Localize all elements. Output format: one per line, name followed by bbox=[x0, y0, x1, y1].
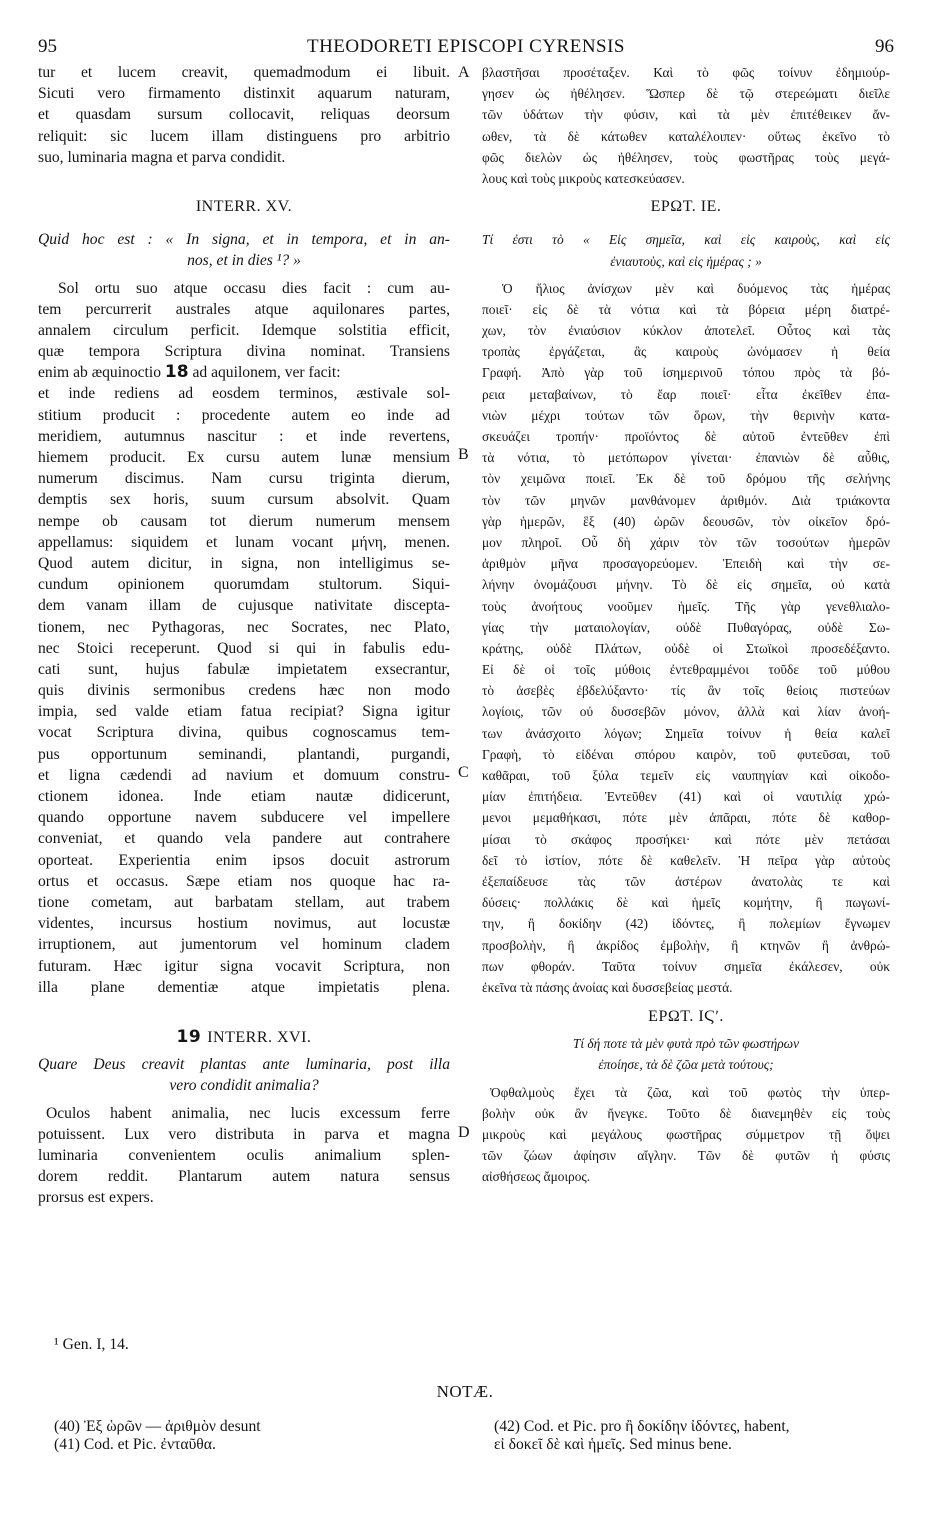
running-title: THEODORETI EPISCOPI CYRENSIS bbox=[306, 36, 626, 57]
latin-answer-line: meridiem, autumnus nascitur : et inde revertens, bbox=[38, 427, 450, 445]
greek-answer-line: ἐξεπαίδευσε τὰς τῶν ἀστέρων ἀνατολὰς τε καὶ bbox=[482, 873, 890, 889]
greek-question-16-line: Τί δή ποτε τὰ μὲν φυτὰ πρὸ τῶν φωστήρων bbox=[572, 1036, 800, 1052]
greek-answer-line: γὰρ ἡμερῶν, ἓξ (40) ὡρῶν δεουσῶν, τὸν οἰκεῖον δρό- bbox=[482, 513, 890, 529]
greek-answer-line: Γραφὴ, τὸ εἰδέναι σπόρου καιρὸν, τοῦ φυτεῦσαι, τοῦ bbox=[482, 746, 890, 762]
margin-marker-b: B bbox=[458, 446, 469, 463]
latin-answer-16-line: potuissent. Lux vero distributa in parva et magna bbox=[38, 1125, 450, 1143]
latin-answer-line: oporteat. Experientia enim ipsos docuit astrorum bbox=[38, 851, 450, 869]
greek-column bbox=[482, 62, 890, 1188]
latin-answer-line: stitium producit : procedente autem eo inde ad bbox=[38, 406, 450, 424]
latin-intro-line: suo, luminaria magna et parva condidit. bbox=[38, 148, 286, 166]
latin-answer-line: et ligna cædendi ad navium et domuum constru- bbox=[38, 766, 450, 784]
greek-question-15-line: Τί ἐστι τὸ « Εἰς σημεῖα, καὶ εἰς καιροὺς, καὶ εἰς bbox=[482, 232, 890, 248]
greek-answer-line: μίαν ἐπιτήδεια. Ἐντεῦθεν (41) καὶ οἱ ναυτιλίᾳ χρώ- bbox=[482, 789, 890, 805]
latin-answer-16-line: Oculos habent animalia, nec lucis excessum ferre bbox=[46, 1104, 450, 1122]
greek-answer-line: καθᾶραι, τοῦ ξύλα τεμεῖν εἰς ναυπηγίαν καὶ οἰκοδο- bbox=[482, 768, 890, 783]
latin-answer-line: conveniat, et quando vela pandere aut contrahere bbox=[38, 830, 450, 848]
latin-answer-line: tione cometam, aut barbatam stellam, aut trabem bbox=[38, 893, 450, 911]
latin-answer-line: demptis sex horis, suum cursum absolvit. Quam bbox=[38, 491, 450, 509]
latin-answer-line: numerum discimus. Nam cursu triginta dierum, bbox=[38, 470, 450, 488]
greek-answer-line: τοὺς ἀνοήτους νοοῦμεν ἡμεῖς. Τῆς γὰρ γενεθλιαλο- bbox=[482, 598, 890, 614]
latin-answer-text: enim ab æquinoctio bbox=[38, 364, 165, 382]
latin-answer-16-line: luminaria convenientem oculis animalium splen- bbox=[38, 1147, 450, 1164]
greek-answer-line: τροπὰς ἐργάζεται, ἃς καιροὺς ὠνόμασεν ἡ θεία bbox=[482, 344, 890, 360]
latin-answer-line bbox=[38, 998, 450, 1019]
latin-question-16-heading bbox=[38, 1027, 450, 1048]
page-number-right: 96 bbox=[875, 36, 894, 57]
greek-answer-line: των ἀνάσχοιτο λόγων; Σημεῖα τοίνυν ἡ θεία καλεῖ bbox=[482, 725, 890, 741]
greek-answer-line: Ὁ ἥλιος ἀνίσχων μὲν καὶ δυόμενος τὰς ἡμέρας bbox=[502, 280, 890, 296]
greek-answer-line: κράτης, οὐδὲ Πλάτων, οὐδὲ οἱ Στωϊκοὶ προσεδέξαντο. bbox=[482, 640, 890, 656]
latin-question-15-line: nos, et in dies ¹? » bbox=[187, 252, 301, 270]
greek-answer-16-line: αἰσθήσεως ἄμοιρος. bbox=[482, 1169, 591, 1185]
margin-marker-a: A bbox=[458, 64, 470, 81]
latin-answer-line: quis divinis sermonibus credens hæc non modo bbox=[38, 682, 450, 700]
greek-answer-line: νιὼν μέχρι τούτων τῶν ὅρων, τὴν θερινὴν κατα- bbox=[482, 407, 890, 423]
note-42-continued: εἰ δοκεῖ δὲ καὶ ἡμεῖς. Sed minus bene. bbox=[494, 1436, 732, 1453]
latin-answer-line: nempe ob causam tot dierum numerum mensem bbox=[38, 512, 450, 530]
greek-intro-line: βλαστῆσαι προσέταξεν. Καὶ τὸ φῶς τοίνυν ἐδημιούρ- bbox=[482, 65, 890, 80]
note-41: (41) Cod. et Pic. ἐνταῦθα. bbox=[54, 1436, 216, 1453]
page-number-left: 95 bbox=[38, 36, 57, 57]
greek-answer-16-line: βολὴν οὐκ ἂν ἤνεγκε. Τοῦτο δὲ διανεμηθὲν εἰς τοὺς bbox=[482, 1105, 890, 1121]
page-number-19: 19 bbox=[176, 1027, 202, 1048]
latin-intro-line: tur et lucem creavit, quemadmodum ei libuit. bbox=[38, 64, 450, 81]
latin-answer-line: ortus et occasus. Sæpe etiam nos quoque hac ra- bbox=[38, 872, 450, 890]
latin-question-16-line: vero condidit animalia? bbox=[169, 1077, 319, 1095]
latin-answer-line: videntes, incursus hostium novimus, aut locustæ bbox=[38, 915, 450, 933]
greek-answer-line: δύσεις· πολλάκις δὲ καὶ ἡμεῖς κομήτην, ἢ πωγωνί- bbox=[482, 895, 890, 911]
margin-marker-d: D bbox=[458, 1124, 470, 1141]
greek-answer-line: δεῖ τὸ ἱστίον, πότε δὲ καθελεῖν. Ἡ πεῖρα γὰρ αὐτοὺς bbox=[482, 852, 890, 868]
latin-intro-line: et quasdam sursum collocavit, reliquas deorsum bbox=[38, 106, 450, 124]
page-number-18: 18 bbox=[164, 362, 189, 383]
latin-intro-line: reliquit: sic lucem illam distinguens pro arbitrio bbox=[38, 127, 450, 145]
latin-question-15-line: Quid hoc est : « In signa, et in tempora, et in an- bbox=[38, 231, 450, 249]
greek-answer-16-line: Ὀφθαλμοὺς ἔχει τὰ ζῶα, καὶ τοῦ φωτὸς τὴν ὑπερ- bbox=[490, 1084, 890, 1100]
greek-answer-line: Γραφή. Ἀπὸ γὰρ τοῦ ἰσημερινοῦ τόπου πρὸς τὰ βό- bbox=[482, 365, 890, 381]
greek-answer-line: σκευάζει τροπήν· προϊόντος δὲ αὐτοῦ ἐντεῦθεν ἐπὶ bbox=[482, 429, 890, 444]
latin-answer-text: ad aquilonem, ver facit: bbox=[188, 364, 341, 382]
greek-answer-line: μον πληροῖ. Οὗ δὴ χάριν τὸν τῶν τοσούτων ἡμερῶν bbox=[482, 534, 890, 550]
greek-intro-line: ωθεν, τὰ δὲ κάτωθεν καταλέλοιπεν· οὕτως ἐκεῖνο τὸ bbox=[482, 128, 890, 144]
latin-answer-line: cundum opinionem quorumdam stultorum. Siqui- bbox=[38, 576, 450, 594]
greek-intro-line: γησεν ὡς ἠθέλησεν. Ὥσπερ δὲ τῷ στερεώματι διεῖλε bbox=[482, 86, 890, 102]
greek-intro-line: φῶς διελὼν ὡς ἠθέλησεν, τοὺς φωστῆρας τοὺς μεγά- bbox=[482, 149, 890, 165]
greek-answer-16-line: μικροὺς καὶ μεγάλους φωστῆρας σύμμετρον τῇ ὄψει bbox=[482, 1127, 890, 1142]
greek-answer-line: μενοι μεμαθήκασι, πότε μὲν ἀπᾶραι, πότε δὲ καθορ- bbox=[482, 810, 890, 826]
latin-answer-line bbox=[38, 362, 450, 383]
greek-answer-line: λήνην ὀνομάζουσι μήνην. Τὸ δὲ εἰς σημεῖα, οὐ κατὰ bbox=[482, 577, 890, 593]
greek-intro-line: τῶν ὑδάτων τὴν φύσιν, καὶ τὰ μὲν ἐπιτέθεικεν ἄν- bbox=[482, 107, 890, 123]
notes-right bbox=[494, 1418, 894, 1454]
latin-answer-line: tionem, nec Pythagoras, nec Socrates, nec Plato, bbox=[38, 618, 450, 636]
greek-answer-line: γίας τὴν ματαιολογίαν, οὐδὲ Πυθαγόρας, οὐδὲ Σω- bbox=[482, 619, 890, 635]
latin-answer-line: irruptionem, aut jumentorum vel hominum cladem bbox=[38, 936, 450, 954]
latin-answer-line: pus opportunum seminandi, plantandi, purgandi, bbox=[38, 745, 450, 763]
latin-answer-line: illa plane dementiæ atque impietatis plena. bbox=[38, 978, 450, 996]
greek-answer-line: πων φθοράν. Ταῦτα τοίνυν σημεῖα ἐκάλεσεν, οὐκ bbox=[482, 958, 890, 974]
running-header bbox=[38, 36, 894, 60]
note-40: (40) Ἐξ ὡρῶν — ἀριθμὸν desunt bbox=[54, 1418, 261, 1435]
greek-answer-line: προσβολὴν, ἢ ἀκρίδος ἐμβολὴν, ἢ κτηνῶν ἢ ἀνθρώ- bbox=[482, 937, 890, 953]
latin-column bbox=[38, 62, 450, 1209]
latin-question-16-heading-text: INTERR. XVI. bbox=[207, 1029, 312, 1047]
greek-answer-line: ἀριθμὸν μῆνα προσαγορεύομεν. Ἐπειδὴ καὶ τὴν σε- bbox=[482, 556, 890, 572]
latin-question-16-line: Quare Deus creavit plantas ante luminaria, post illa bbox=[38, 1056, 450, 1074]
latin-answer-line: Sol ortu suo atque occasu dies facit : cum au- bbox=[58, 279, 450, 297]
latin-answer-line: dem vanam illam de cujusque nativitate discepta- bbox=[38, 597, 450, 615]
greek-answer-line: ἐκεῖνα τὰ πάσης ἀνοίας καὶ δυσσεβείας μεστά. bbox=[482, 979, 733, 995]
latin-answer-line: ctionem idonea. Inde etiam nautæ didicerunt, bbox=[38, 788, 450, 805]
greek-answer-line: ρεια μεταβαίνων, τὸ ἔαρ ποιεῖ· εἶτα ἐκεῖθεν ἐπα- bbox=[482, 386, 890, 402]
latin-answer-line: et inde rediens ad eosdem terminos, æstivale sol- bbox=[38, 385, 450, 403]
greek-answer-line: την, ἢ δοκίδην (42) ἰδόντες, ἢ πολεμίων ἔγνωμεν bbox=[482, 916, 890, 932]
greek-answer-line: τὸ ἀσεβὲς ἐβδελύξαντο· τίς ἂν τοῖς θείοις πιστεύων bbox=[482, 683, 890, 699]
latin-answer-line: futuram. Hæc igitur signa vocavit Scriptura, non bbox=[38, 957, 450, 975]
latin-answer-line: tem percurrerit australes atque aquilonares partes, bbox=[38, 300, 450, 318]
greek-question-15-line: ἐνιαυτοὺς, καὶ εἰς ἡμέρας ; » bbox=[610, 253, 762, 269]
notes-left bbox=[54, 1418, 454, 1454]
latin-answer-line: annalem circulum perficit. Idemque solstitia efficit, bbox=[38, 321, 450, 339]
greek-answer-line: τὸν τῶν μηνῶν μανθάνομεν ἀριθμόν. Διὰ τριάκοντα bbox=[482, 492, 890, 508]
greek-answer-line: τὰ νότια, τὸ μετόπωρον γίνεται· ἐπανιὼν δὲ αὖθις, bbox=[482, 450, 890, 466]
latin-question-15-heading: INTERR. XV. bbox=[195, 197, 293, 215]
greek-question-16-heading: ΕΡΩΤ. ΙϚʹ. bbox=[648, 1008, 724, 1026]
greek-answer-line: μίσαι τὸ σκάφος προσήκει· καὶ πότε μὲν πετάσαι bbox=[482, 831, 890, 847]
latin-answer-line: appellamus: siquidem et lunam vocant μήνη, menen. bbox=[38, 533, 450, 551]
greek-answer-line: Εἰ δὲ οἱ τοῖς μύθοις ἐντεθραμμένοι τοῦδε τοῦ μύθου bbox=[482, 662, 890, 678]
latin-intro-line: Sicuti vero firmamento distinxit aquarum naturam, bbox=[38, 85, 450, 103]
latin-answer-line: impia, sed valde etiam fatua recipiat? Signa igitur bbox=[38, 703, 450, 721]
latin-answer-line: quando opportune navem subducere vel impellere bbox=[38, 809, 450, 827]
greek-answer-line: ποιεῖ· εἰς δὲ τὰ νότια καὶ τὰ βόρεια μέρη διατρέ- bbox=[482, 301, 890, 317]
margin-marker-c: C bbox=[458, 764, 469, 781]
footnote: ¹ Gen. I, 14. bbox=[54, 1336, 129, 1353]
latin-answer-line: Quod autem dicitur, in signa, non intelligimus se- bbox=[38, 554, 450, 572]
greek-question-16-line: ἐποίησε, τὰ δὲ ζῶα μετὰ τούτους; bbox=[598, 1057, 774, 1073]
latin-answer-line: hiemem producit. Ex cursu autem lunæ mensium bbox=[38, 449, 450, 466]
latin-answer-line: nec Stoici receperunt. Quod si qui in fabulis edu- bbox=[38, 639, 450, 657]
latin-answer-16-line: dorem reddit. Plantarum autem natura sensus bbox=[38, 1168, 450, 1186]
greek-question-15-heading: ΕΡΩΤ. ΙΕ. bbox=[650, 198, 722, 216]
latin-answer-line: quæ tempora Scriptura divina nominat. Transiens bbox=[38, 343, 450, 361]
note-42: (42) Cod. et Pic. pro ἢ δοκίδην ἰδόντες, habent, bbox=[494, 1418, 790, 1435]
greek-answer-line: χων, τὸν ἐνιαύσιον κύκλον ἀποτελεῖ. Οὗτος καὶ τὰς bbox=[482, 323, 890, 339]
greek-answer-line: λογίοις, τῶν οὐ δυσσεβῶν μόνον, ἀλλὰ καὶ λίαν ἀνοή- bbox=[482, 704, 890, 720]
greek-answer-line: τὸν χειμῶνα ποιεῖ. Ἐκ δὲ τοῦ δρόμου τῆς σελήνης bbox=[482, 471, 890, 487]
latin-answer-line: cati sunt, hujus fabulæ impietatem exsecrantur, bbox=[38, 660, 450, 678]
notes-heading: NOTÆ. bbox=[436, 1382, 494, 1401]
latin-answer-line: vocat Scriptura divina, quibus cognoscamus tem- bbox=[38, 724, 450, 742]
latin-answer-16-line: prorsus est expers. bbox=[38, 1189, 154, 1207]
greek-answer-16-line: τῶν ζώων ἀφίησιν αἴγλην. Τῶν δὲ φυτῶν ἡ φύσις bbox=[482, 1148, 890, 1164]
greek-intro-line: λους καὶ τοὺς μικροὺς κατεσκεύασεν. bbox=[482, 170, 685, 186]
